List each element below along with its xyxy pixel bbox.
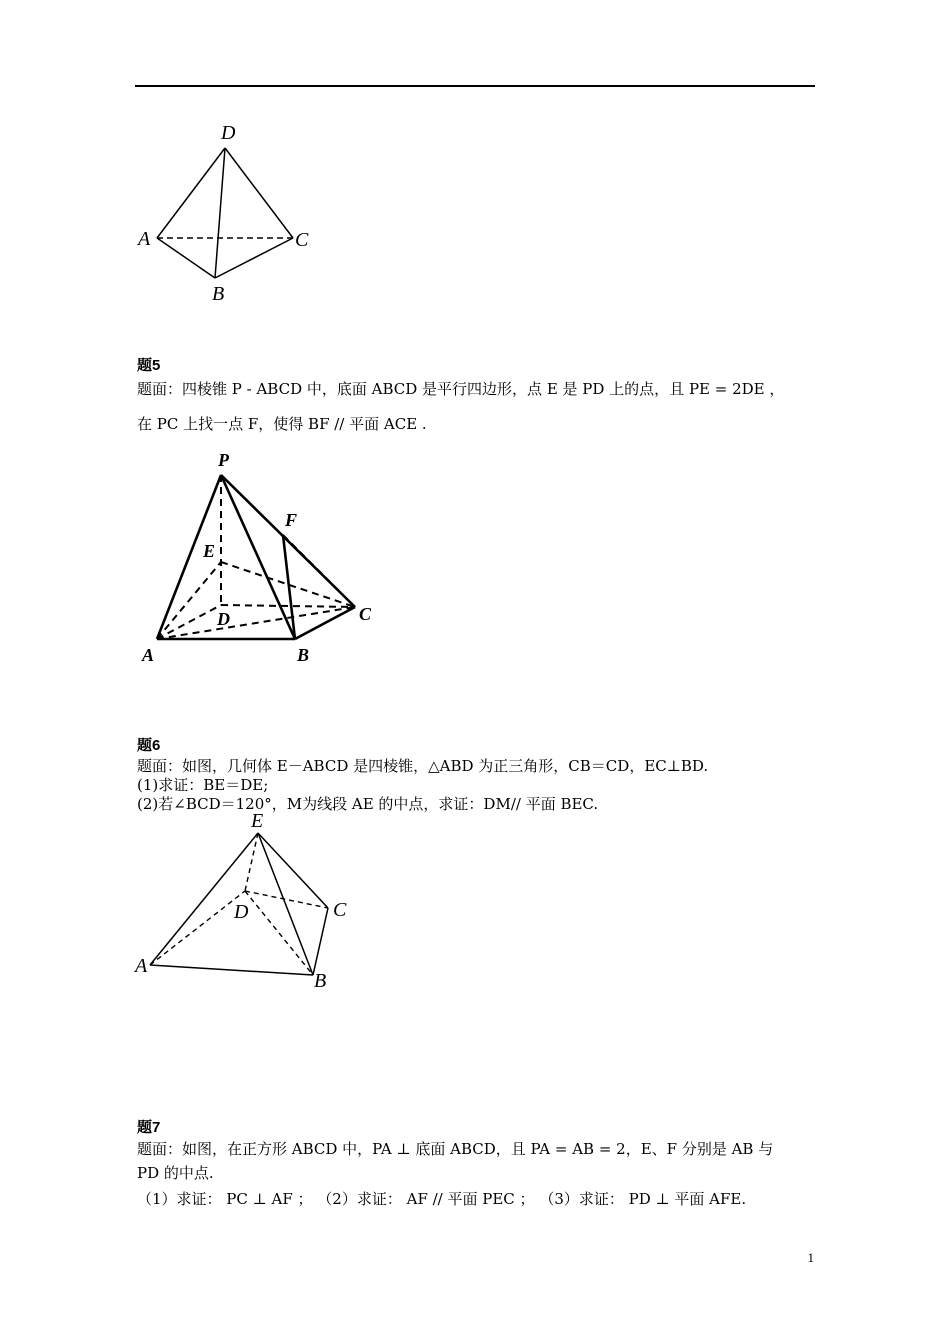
- problem-7-line-2: PD 的中点.: [137, 1164, 214, 1182]
- problem-6-heading: 题6: [137, 737, 161, 754]
- page-number: 1: [807, 1250, 814, 1265]
- vertex-label-e: E: [203, 541, 216, 561]
- problem-5-line-1: 题面：四棱锥 P - ABCD 中，底面 ABCD 是平行四边形，点 E 是 PD 上的点，且 PE = 2DE ，: [137, 380, 785, 398]
- vertex-label-c: C: [295, 229, 309, 251]
- vertex-label-d: D: [221, 122, 236, 144]
- vertex-label-a: A: [135, 955, 148, 977]
- vertex-label-c: C: [333, 899, 347, 921]
- problem-6-line-3: (2)若∠BCD＝120°，M为线段 AE 的中点，求证：DM// 平面 BEC.: [137, 795, 599, 813]
- vertex-label-d: D: [217, 609, 230, 629]
- pyramid-figure-p-abcd: [130, 445, 390, 675]
- vertex-label-d: D: [234, 901, 249, 923]
- vertex-label-b: B: [297, 645, 310, 665]
- vertex-label-a: A: [138, 228, 151, 250]
- problem-6-line-1: 题面：如图，几何体 E－ABCD 是四棱锥，△ABD 为正三角形，CB＝CD，EC⊥BD.: [137, 757, 709, 775]
- vertex-label-a: A: [142, 645, 155, 665]
- problem-6-line-2: (1)求证：BE＝DE;: [137, 776, 269, 794]
- problem-7-line-3: （1）求证： PC ⊥ AF ； （2）求证： AF // 平面 PEC ； （3）求证： PD ⊥ 平面 AFE.: [137, 1190, 747, 1208]
- problem-7-line-1: 题面：如图，在正方形 ABCD 中，PA ⊥ 底面 ABCD，且 PA = AB = 2，E、F 分别是 AB 与: [137, 1140, 774, 1158]
- vertex-label-e: E: [251, 810, 264, 832]
- vertex-label-b: B: [212, 283, 225, 305]
- vertex-label-p: P: [218, 450, 229, 470]
- tetrahedron-figure: [130, 118, 330, 308]
- problem-5-line-2: 在 PC 上找一点 F，使得 BF // 平面 ACE .: [137, 415, 427, 433]
- pyramid-figure-e-abcd: [130, 805, 370, 995]
- problem-7-heading: 题7: [137, 1119, 161, 1136]
- vertex-label-b: B: [314, 970, 327, 992]
- vertex-label-c: C: [359, 604, 372, 624]
- problem-5-heading: 题5: [137, 357, 161, 374]
- top-rule: [135, 85, 815, 87]
- vertex-label-f: F: [285, 510, 298, 530]
